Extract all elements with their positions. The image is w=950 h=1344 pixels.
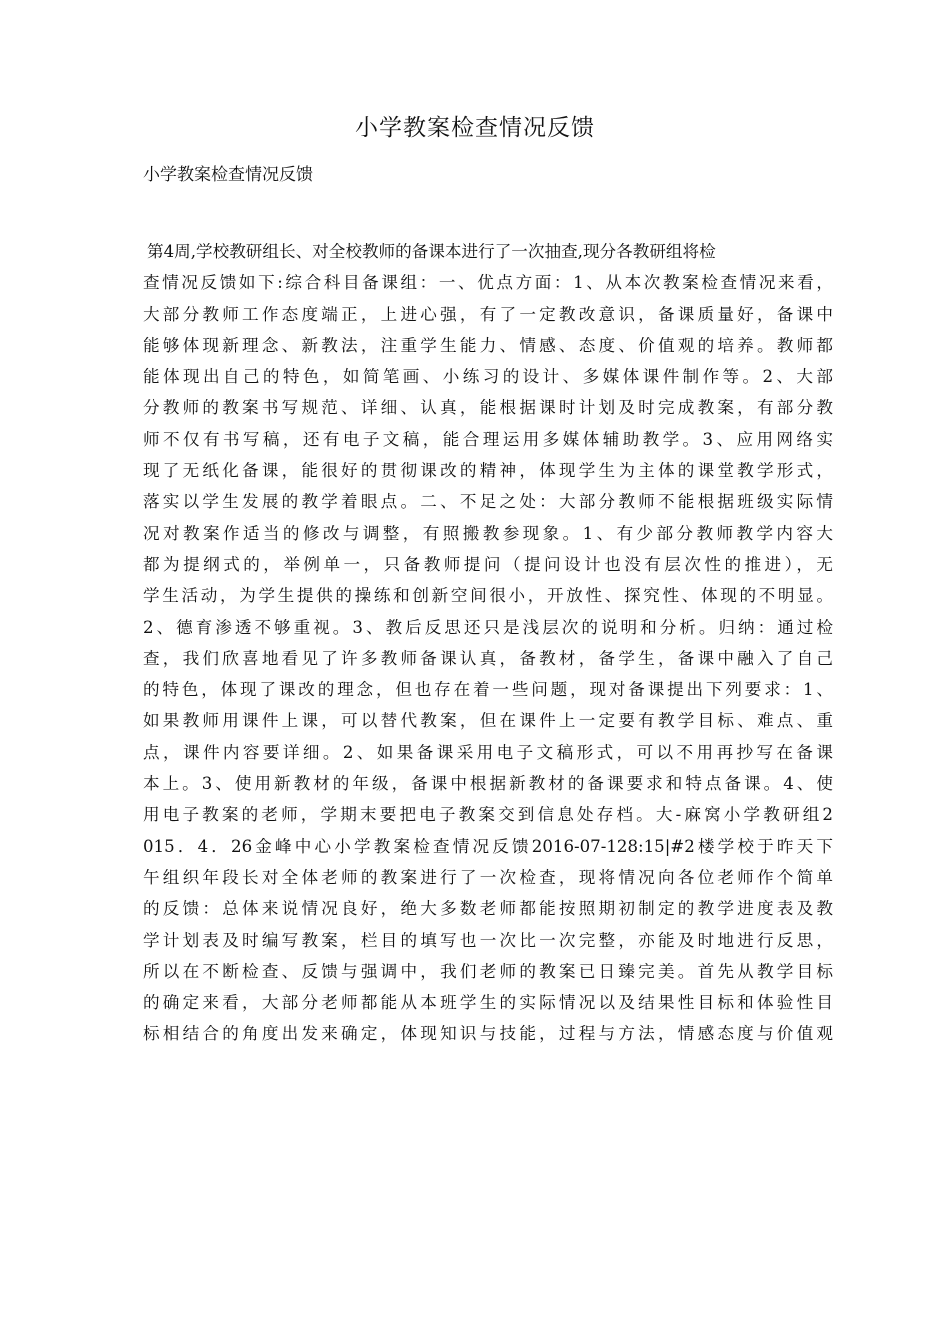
body-text-line: 分教师的教案书写规范、详细、认真，能根据课时计划及时完成教案，有部分教 <box>143 398 833 418</box>
body-text-line: 本上。3、使用新教材的年级，备课中根据新教材的备课要求和特点备课。4、使 <box>143 774 833 794</box>
body-text-line: 标相结合的角度出发来确定，体现知识与技能，过程与方法，情感态度与价值观 <box>143 1024 833 1044</box>
body-text-line: 大部分教师工作态度端正，上进心强，有了一定教改意识，备课质量好，备课中 <box>143 304 833 324</box>
body-text-line: 015．4．26金峰中心小学教案检查情况反馈2016-07-128:15|#2楼学校于昨天下 <box>143 836 833 856</box>
body-text-line: 学生活动，为学生提供的操练和创新空间很小，开放性、探究性、体现的不明显。 <box>143 586 833 606</box>
body-text-line: 况对教案作适当的修改与调整，有照搬教参现象。1、有少部分教师教学内容大 <box>143 523 833 543</box>
body-text-line: 2、德育渗透不够重视。3、教后反思还只是浅层次的说明和分析。归纳：通过检 <box>143 617 833 637</box>
body-text-line: 的确定来看，大部分老师都能从本班学生的实际情况以及结果性目标和体验性目 <box>143 993 833 1013</box>
body-text-line: 第4周,学校教研组长、对全校教师的备课本进行了一次抽查,现分各教研组将检 <box>147 242 716 261</box>
document-title: 小学教案检查情况反馈 <box>355 115 595 141</box>
body-text-line: 点，课件内容要详细。2、如果备课采用电子文稿形式，可以不用再抄写在备课 <box>143 742 833 762</box>
body-text-line: 午组织年段长对全体老师的教案进行了一次检查，现将情况向各位老师作个简单 <box>143 867 833 887</box>
body-text-line: 学计划表及时编写教案，栏目的填写也一次比一次完整，亦能及时地进行反思， <box>143 930 833 950</box>
body-text-line: 现了无纸化备课，能很好的贯彻课改的精神，体现学生为主体的课堂教学形式， <box>143 461 833 481</box>
body-text-line: 能体现出自己的特色，如简笔画、小练习的设计、多媒体课件制作等。2、大部 <box>143 367 833 387</box>
body-text-line: 师不仅有书写稿，还有电子文稿，能合理运用多媒体辅助教学。3、应用网络实 <box>143 429 833 449</box>
document-subtitle: 小学教案检查情况反馈 <box>143 165 313 185</box>
body-text-line: 查，我们欣喜地看见了许多教师备课认真，备教材，备学生，备课中融入了自己 <box>143 648 833 668</box>
body-text-line: 落实以学生发展的教学着眼点。二、不足之处：大部分教师不能根据班级实际情 <box>143 492 833 512</box>
body-text-line: 查情况反馈如下:综合科目备课组：一、优点方面：1、从本次教案检查情况来看， <box>143 273 833 293</box>
body-text-line: 都为提纲式的，举例单一，只备教师提问（提问设计也没有层次性的推进），无 <box>143 554 833 574</box>
document-body <box>143 236 833 1050</box>
body-text-line: 的反馈：总体来说情况良好，绝大多数老师都能按照期初制定的教学进度表及教 <box>143 899 833 919</box>
body-text-line: 能够体现新理念、新教法，注重学生能力、情感、态度、价值观的培养。教师都 <box>143 335 833 355</box>
body-text-line: 的特色，体现了课改的理念，但也存在着一些问题，现对备课提出下列要求：1、 <box>143 680 833 700</box>
body-text-line: 所以在不断检查、反馈与强调中，我们老师的教案已日臻完美。首先从教学目标 <box>143 961 833 981</box>
body-text-line: 如果教师用课件上课，可以替代教案，但在课件上一定要有教学目标、难点、重 <box>143 711 833 731</box>
body-text-line: 用电子教案的老师，学期末要把电子教案交到信息处存档。大-麻窝小学教研组2 <box>143 805 833 825</box>
